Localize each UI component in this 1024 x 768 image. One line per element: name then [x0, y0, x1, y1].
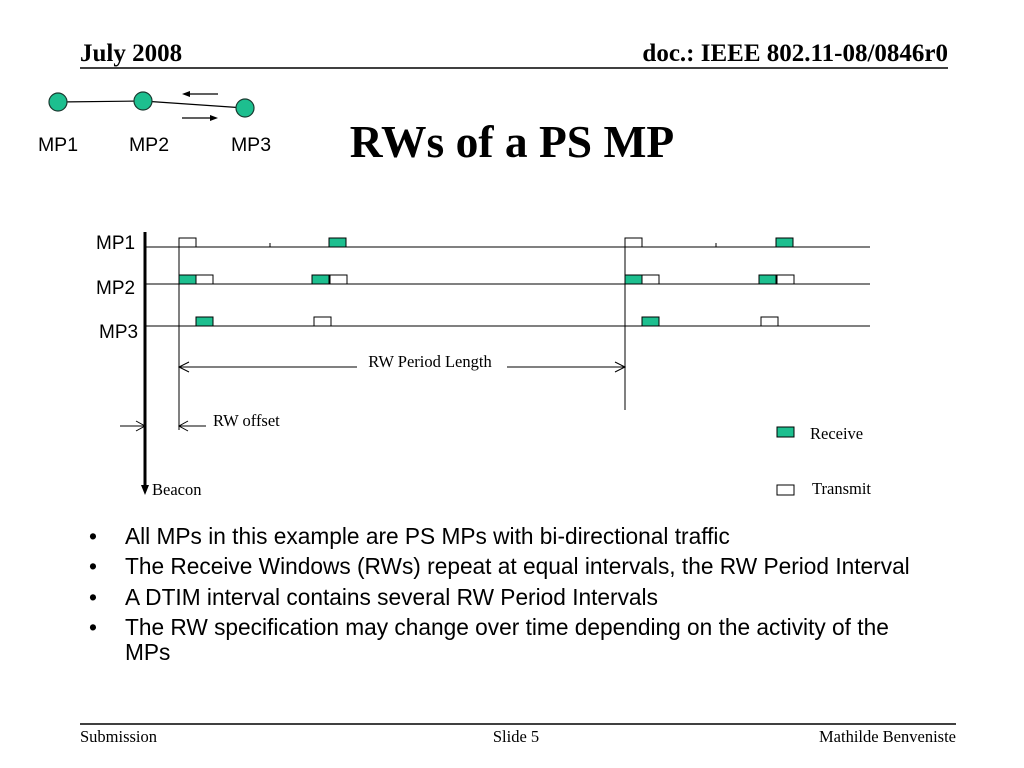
period-length-label: RW Period Length — [368, 352, 492, 371]
link-mp2-mp3 — [143, 101, 245, 108]
mp2-transmit-window — [642, 275, 659, 284]
node-label-mp1: MP1 — [37, 134, 79, 156]
mp1-receive-window — [329, 238, 346, 247]
node-mp3-icon — [236, 99, 254, 117]
mp2-receive-window — [179, 275, 196, 284]
mp3-transmit-window — [314, 317, 331, 326]
footer-slide-number: Slide 5 — [492, 727, 540, 746]
offset-arrows — [120, 421, 206, 431]
mp2-receive-window — [625, 275, 642, 284]
node-label-mp2: MP2 — [128, 134, 170, 156]
legend-receive-label: Receive — [810, 424, 864, 443]
mp1-transmit-window — [179, 238, 196, 247]
bullet-list — [125, 524, 925, 670]
bullet-item: • All MPs in this example are PS MPs with bi-directional traffic — [125, 524, 925, 549]
mp3-receive-window — [642, 317, 659, 326]
arrow-right-icon — [182, 115, 218, 121]
mp2-transmit-window — [196, 275, 213, 284]
row-label-mp1: MP1 — [96, 233, 136, 254]
bullet-item: • The RW specification may change over time depending on the activity of the MPs — [125, 615, 925, 665]
offset-label: RW offset — [213, 411, 280, 430]
legend-receive-swatch — [777, 427, 794, 437]
beacon-arrow — [141, 232, 149, 495]
topology-diagram — [38, 91, 271, 156]
arrow-left-icon — [182, 91, 218, 97]
mp2-transmit-window — [777, 275, 794, 284]
legend-transmit-label: Transmit — [812, 479, 871, 498]
header-doc-id: doc.: IEEE 802.11-08/0846r0 — [642, 40, 948, 67]
mp1-receive-window — [776, 238, 793, 247]
row-label-mp3: MP3 — [99, 322, 139, 343]
footer-author: Mathilde Benveniste — [818, 727, 956, 746]
beacon-label: Beacon — [152, 480, 202, 499]
mp2-transmit-window — [330, 275, 347, 284]
mp3-transmit-window — [761, 317, 778, 326]
header-date: July 2008 — [80, 40, 183, 67]
legend-transmit-swatch — [777, 485, 794, 495]
footer-left: Submission — [80, 727, 158, 746]
receive-transmit-windows — [179, 238, 794, 326]
footer — [80, 724, 956, 746]
node-mp2-icon — [134, 92, 152, 110]
arrow-down-icon — [141, 485, 149, 495]
link-mp1-mp2 — [58, 101, 143, 102]
mp2-receive-window — [759, 275, 776, 284]
node-label-mp3: MP3 — [230, 134, 272, 156]
legend — [777, 424, 871, 498]
timing-diagram — [96, 232, 871, 499]
mp3-receive-window — [196, 317, 213, 326]
bullet-item: • The Receive Windows (RWs) repeat at equal intervals, the RW Period Interval — [125, 554, 925, 579]
mp2-receive-window — [312, 275, 329, 284]
slide-title: RWs of a PS MP — [349, 116, 675, 167]
mp1-transmit-window — [625, 238, 642, 247]
bullet-item: • A DTIM interval contains several RW Period Intervals — [125, 585, 925, 610]
node-mp1-icon — [49, 93, 67, 111]
row-label-mp2: MP2 — [96, 278, 136, 299]
header — [80, 40, 948, 68]
